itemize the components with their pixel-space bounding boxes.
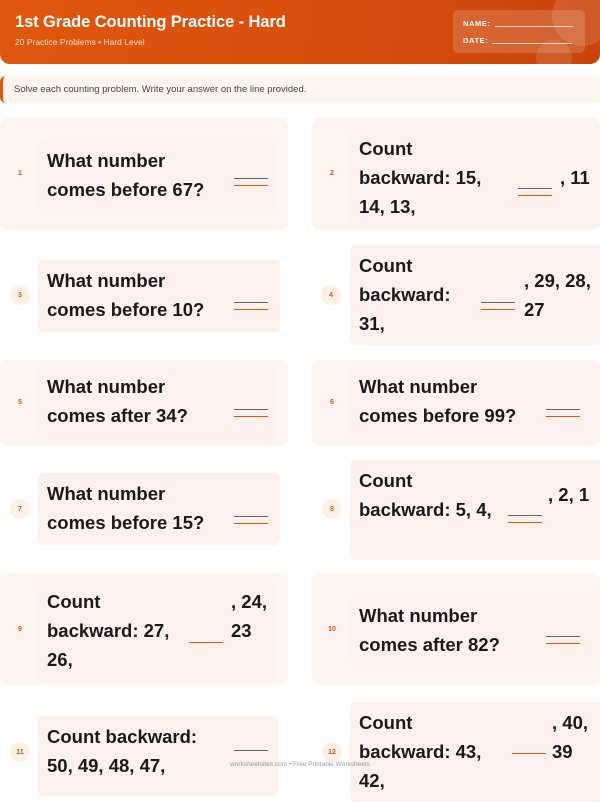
question-trailing-text: , 29, 28, 27: [524, 270, 591, 320]
worksheet-subtitle: 20 Practice Problems • Hard Level: [15, 37, 145, 47]
question-text: What number comes after 82?: [359, 605, 500, 655]
problem-box: [38, 140, 278, 210]
problem-card-1: [0, 118, 288, 230]
question-text: What number comes after 34?: [47, 376, 188, 426]
name-field[interactable]: [463, 19, 573, 28]
problem-number-badge: 1: [18, 169, 22, 177]
date-line[interactable]: [492, 43, 572, 44]
problem-box: [350, 366, 600, 438]
problem-card-11: [0, 700, 288, 790]
problem-card-4: [312, 240, 600, 352]
question-text: Count backward: 50, 49, 48, 47,: [47, 726, 198, 776]
question-trailing-text: , 24, 23: [231, 591, 267, 641]
problem-box: [38, 583, 278, 683]
footer-text: worksheetsites.com • Free Printable Worksheets: [230, 761, 370, 768]
problem-number-badge: 12: [322, 742, 342, 762]
problem-number-badge: 9: [18, 625, 22, 633]
answer-line[interactable]: [234, 302, 268, 314]
question-trailing-text: , 40, 39: [552, 712, 588, 762]
problem-number-badge: 2: [330, 169, 334, 177]
instructions-bar: [0, 76, 600, 103]
problem-box: [350, 460, 600, 560]
date-label: DATE:: [463, 36, 489, 45]
problem-card-6: [312, 360, 600, 446]
problem-card-9: [0, 573, 288, 685]
question-trailing-text: , 11: [560, 167, 590, 188]
answer-line[interactable]: [234, 516, 268, 528]
problem-card-2: [312, 118, 600, 230]
problem-box: [38, 473, 280, 545]
name-label: NAME:: [463, 19, 491, 28]
question-text: Count backward: 43, 42,: [359, 712, 482, 791]
problem-box: [350, 245, 600, 345]
problem-card-7: [0, 455, 288, 565]
problem-box: [38, 366, 278, 438]
instructions-text: Solve each counting problem. Write your answer on the line provided.: [14, 84, 307, 95]
worksheet-header: [0, 0, 600, 64]
question-text: What number comes before 67?: [47, 150, 205, 200]
problem-box: [38, 716, 278, 796]
answer-line[interactable]: [512, 746, 546, 758]
date-field[interactable]: [463, 36, 572, 45]
problem-box: [38, 260, 280, 332]
question-text: Count backward: 5, 4,: [359, 470, 492, 520]
answer-line[interactable]: [518, 188, 552, 200]
answer-line[interactable]: [189, 635, 223, 647]
name-date-box: [453, 10, 585, 53]
problem-card-5: [0, 360, 288, 446]
answer-line[interactable]: [546, 636, 580, 648]
answer-line[interactable]: [234, 409, 268, 421]
problem-number-badge: 6: [330, 398, 334, 406]
question-text: What number comes before 15?: [47, 483, 205, 533]
problem-number-badge: 3: [10, 285, 30, 305]
problem-card-12: [312, 700, 600, 790]
problem-box: [350, 595, 600, 665]
worksheet-title: 1st Grade Counting Practice - Hard: [15, 13, 286, 31]
problem-box: [350, 130, 600, 228]
problem-number-badge: 10: [328, 625, 336, 633]
answer-line[interactable]: [481, 302, 515, 314]
problem-number-badge: 8: [322, 499, 342, 519]
name-line[interactable]: [495, 26, 573, 27]
problem-box: [350, 702, 600, 802]
problem-number-badge: 4: [321, 285, 341, 305]
problem-number-badge: 5: [18, 398, 22, 406]
problem-number-badge: 11: [10, 742, 30, 762]
question-text: Count backward: 31,: [359, 255, 451, 334]
answer-line[interactable]: [508, 515, 542, 527]
problem-number-badge: 7: [10, 499, 30, 519]
question-text: Count backward: 15, 14, 13,: [359, 138, 482, 217]
answer-line[interactable]: [546, 409, 580, 421]
problem-card-3: [0, 240, 288, 352]
question-trailing-text: , 2, 1: [548, 484, 590, 505]
question-text: What number comes before 10?: [47, 270, 205, 320]
problem-card-8: [312, 455, 600, 565]
problem-card-10: [312, 573, 600, 685]
question-text: Count backward: 27, 26,: [47, 591, 170, 670]
answer-line[interactable]: [234, 178, 268, 190]
question-text: What number comes before 99?: [359, 376, 517, 426]
